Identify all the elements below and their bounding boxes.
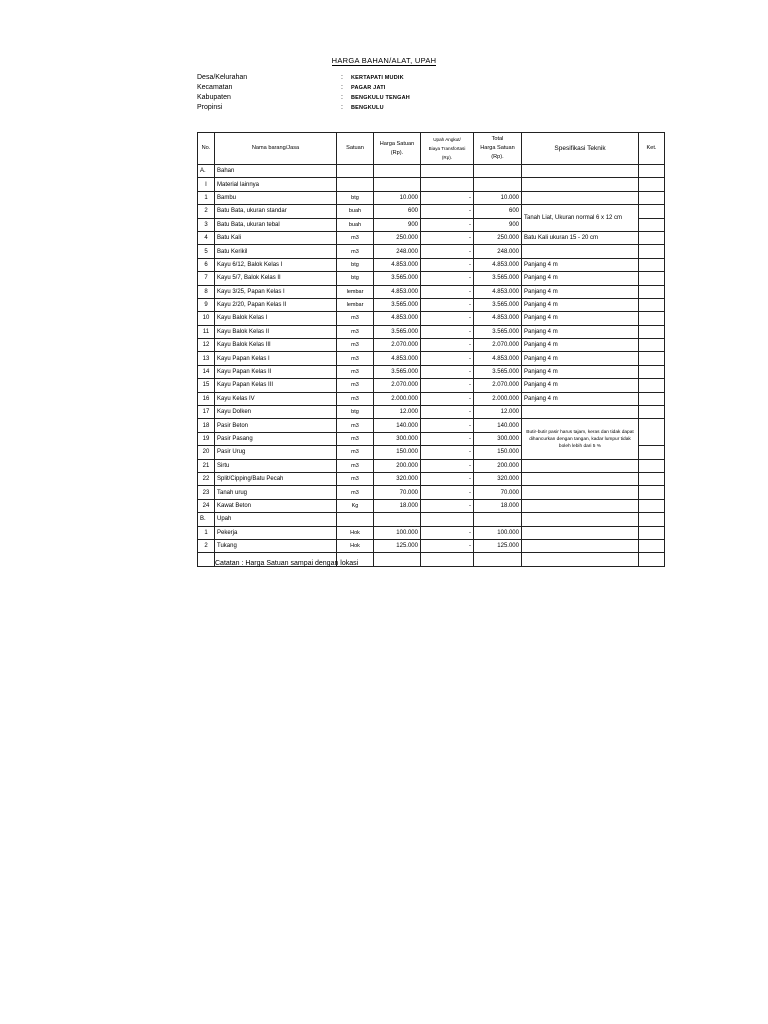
item-no: 1 [198,526,215,539]
item-harga: 600 [374,205,421,218]
item-harga: 70.000 [374,486,421,499]
item-total: 10.000 [474,191,522,204]
header-harga-line1: Harga Satuan [379,140,415,147]
item-total: 3.565.000 [474,365,522,378]
table-row [198,272,665,285]
header-ket: Ket. [639,133,665,165]
item-total: 200.000 [474,459,522,472]
table-row [198,472,665,485]
item-spec: Panjang 4 m [522,298,639,311]
item-harga: 248.000 [374,245,421,258]
table-row [198,499,665,512]
item-upah: - [421,472,474,485]
item-harga: 2.000.000 [374,392,421,405]
header-upah-line2: Biaya Transfortasi [428,146,466,151]
item-no: 20 [198,446,215,459]
item-spec [522,406,639,419]
table-row [198,339,665,352]
item-no: 5 [198,245,215,258]
item-satuan: buah [337,218,374,231]
header-upah-line1: Upah Angkut/ [433,137,461,142]
item-harga: 125.000 [374,539,421,552]
item-total: 900 [474,218,522,231]
item-spec: Tanah Liat, Ukuran normal 6 x 12 cm [522,205,639,232]
item-spec: Panjang 4 m [522,272,639,285]
item-upah: - [421,191,474,204]
header-name: Nama barang/Jasa [215,133,337,165]
item-name: Bambu [215,191,337,204]
table-row [198,459,665,472]
item-total: 140.000 [474,419,522,432]
item-total: 250.000 [474,231,522,244]
item-satuan: Kg [337,499,374,512]
header-no: No. [198,133,215,165]
item-upah: - [421,231,474,244]
item-ket [639,205,665,218]
header-satuan: Satuan [337,133,374,165]
item-ket [639,486,665,499]
item-upah: - [421,285,474,298]
item-total: 4.853.000 [474,312,522,325]
subsection-name: Material lainnya [215,178,337,191]
item-name: Kayu Papan Kelas I [215,352,337,365]
item-satuan: btg [337,191,374,204]
item-harga: 3.565.000 [374,365,421,378]
item-satuan: m3 [337,312,374,325]
item-spec [522,526,639,539]
item-name: Split/Cipping/Batu Pecah [215,472,337,485]
item-spec [522,539,639,552]
item-spec [522,486,639,499]
item-name: Kayu Balok Kelas II [215,325,337,338]
item-name: Kayu Kelas IV [215,392,337,405]
item-spec: Panjang 4 m [522,312,639,325]
header-harga [374,133,421,165]
item-upah: - [421,419,474,432]
item-satuan: m3 [337,231,374,244]
table-row [198,258,665,271]
item-satuan: m3 [337,365,374,378]
header-harga-line2: (Rp). [390,149,404,156]
item-upah: - [421,499,474,512]
location-info [197,73,410,113]
info-label: Kecamatan [197,84,233,91]
table-row [198,285,665,298]
section-row [198,165,665,178]
item-ket [639,272,665,285]
item-total: 100.000 [474,526,522,539]
item-spec [522,499,639,512]
item-harga: 12.000 [374,406,421,419]
item-upah: - [421,298,474,311]
item-upah: - [421,325,474,338]
item-name: Sirtu [215,459,337,472]
item-name: Kayu 2/20, Papan Kelas II [215,298,337,311]
item-harga: 140.000 [374,419,421,432]
section-name: Upah [215,513,337,526]
item-harga: 4.853.000 [374,285,421,298]
item-name: Batu Bata, ukuran tebal [215,218,337,231]
item-satuan: m3 [337,419,374,432]
item-name: Kayu 5/7, Balok Kelas II [215,272,337,285]
item-ket [639,459,665,472]
item-spec [522,472,639,485]
item-upah: - [421,406,474,419]
item-name: Kayu Balok Kelas III [215,339,337,352]
item-no: 10 [198,312,215,325]
item-total: 2.070.000 [474,339,522,352]
item-name: Kayu 3/25, Papan Kelas I [215,285,337,298]
item-ket [639,258,665,271]
footnote: Catatan : Harga Satuan sampai dengan lokasi [215,560,359,567]
item-ket [639,339,665,352]
info-colon: : [341,94,343,101]
table-row [198,526,665,539]
item-spec: Panjang 4 m [522,392,639,405]
item-total: 600 [474,205,522,218]
item-total: 248.000 [474,245,522,258]
table-row [198,312,665,325]
item-satuan: m3 [337,379,374,392]
item-harga: 2.070.000 [374,339,421,352]
info-colon: : [341,104,343,111]
item-ket [639,352,665,365]
table-row [198,191,665,204]
item-upah: - [421,392,474,405]
item-ket [639,298,665,311]
item-no: 2 [198,539,215,552]
item-name: Pasir Urug [215,446,337,459]
item-harga: 320.000 [374,472,421,485]
info-row [197,93,410,103]
item-total: 125.000 [474,539,522,552]
section-no: A. [198,165,215,178]
item-spec: Panjang 4 m [522,379,639,392]
item-name: Batu Kerikil [215,245,337,258]
item-upah: - [421,432,474,445]
item-no: 21 [198,459,215,472]
item-name: Kawat Beton [215,499,337,512]
header-total-line3: (Rp). [491,154,504,160]
item-no: 17 [198,406,215,419]
section-row [198,513,665,526]
item-satuan: m3 [337,446,374,459]
item-no: 2 [198,205,215,218]
item-no: 7 [198,272,215,285]
item-satuan: m3 [337,486,374,499]
item-no: 13 [198,352,215,365]
item-ket [639,406,665,419]
item-satuan: m3 [337,459,374,472]
item-harga: 4.853.000 [374,258,421,271]
item-satuan: buah [337,205,374,218]
item-spec [522,191,639,204]
item-satuan: m3 [337,472,374,485]
empty-cell [474,513,522,526]
item-name: Pasir Beton [215,419,337,432]
table-row [198,298,665,311]
item-no: 12 [198,339,215,352]
item-name: Batu Bata, ukuran standar [215,205,337,218]
item-upah: - [421,365,474,378]
item-upah: - [421,312,474,325]
header-total-line1: Total [491,136,504,142]
item-no: 4 [198,231,215,244]
table-row [198,205,665,218]
item-name: Batu Kali [215,231,337,244]
table-row [198,325,665,338]
item-total: 4.853.000 [474,352,522,365]
item-satuan: Hok [337,539,374,552]
item-satuan: m3 [337,245,374,258]
info-value: BENGKULU TENGAH [351,95,410,101]
item-ket [639,285,665,298]
empty-cell [198,553,215,566]
item-no: 14 [198,365,215,378]
table-row [198,245,665,258]
item-spec: Panjang 4 m [522,325,639,338]
item-total: 18.000 [474,499,522,512]
item-name: Tanah urug [215,486,337,499]
table-row [198,365,665,378]
info-label: Kabupaten [197,94,231,101]
item-upah: - [421,539,474,552]
table-row [198,231,665,244]
item-spec: Panjang 4 m [522,285,639,298]
item-satuan: m3 [337,392,374,405]
item-ket [639,392,665,405]
item-harga: 150.000 [374,446,421,459]
section-no: B. [198,513,215,526]
price-table [197,132,665,567]
table-row [198,539,665,552]
empty-cell [639,513,665,526]
item-upah: - [421,258,474,271]
empty-cell [639,553,665,566]
info-label: Propinsi [197,104,223,111]
item-satuan: btg [337,272,374,285]
item-no: 1 [198,191,215,204]
item-no: 23 [198,486,215,499]
item-satuan: m3 [337,432,374,445]
item-no: 9 [198,298,215,311]
item-total: 3.565.000 [474,325,522,338]
table-row [198,379,665,392]
subsection-no: I [198,178,215,191]
item-no: 16 [198,392,215,405]
item-total: 320.000 [474,472,522,485]
item-name: Kayu 6/12, Balok Kelas I [215,258,337,271]
item-ket [639,379,665,392]
item-total: 3.565.000 [474,272,522,285]
item-name: Pekerja [215,526,337,539]
item-upah: - [421,205,474,218]
item-spec: Panjang 4 m [522,352,639,365]
item-spec [522,459,639,472]
item-satuan: m3 [337,352,374,365]
item-satuan: lembar [337,285,374,298]
item-upah: - [421,486,474,499]
subsection-row [198,178,665,191]
item-harga: 4.853.000 [374,312,421,325]
item-ket [639,325,665,338]
item-satuan: btg [337,406,374,419]
item-upah: - [421,339,474,352]
info-row [197,73,410,83]
item-harga: 2.070.000 [374,379,421,392]
item-ket [639,419,665,446]
header-total [474,133,522,165]
item-ket [639,499,665,512]
item-harga: 100.000 [374,526,421,539]
item-upah: - [421,272,474,285]
item-ket [639,526,665,539]
item-total: 2.070.000 [474,379,522,392]
item-no: 22 [198,472,215,485]
item-spec [522,245,639,258]
item-ket [639,312,665,325]
item-total: 4.853.000 [474,258,522,271]
item-harga: 10.000 [374,191,421,204]
item-harga: 300.000 [374,432,421,445]
item-harga: 3.565.000 [374,325,421,338]
item-ket [639,191,665,204]
item-ket [639,539,665,552]
empty-cell [522,553,639,566]
header-upah-line3: (Rp). [441,155,453,160]
info-colon: : [341,84,343,91]
item-no: 11 [198,325,215,338]
item-no: 24 [198,499,215,512]
info-row [197,103,410,113]
item-harga: 900 [374,218,421,231]
empty-cell [522,513,639,526]
item-satuan: m3 [337,325,374,338]
item-spec: Batu Kali ukuran 15 - 20 cm [522,231,639,244]
item-upah: - [421,379,474,392]
item-spec: Panjang 4 m [522,365,639,378]
item-no: 18 [198,419,215,432]
header-total-line2: Harga Satuan [480,145,515,151]
item-name: Kayu Papan Kelas III [215,379,337,392]
item-name: Kayu Dolken [215,406,337,419]
item-no: 6 [198,258,215,271]
item-upah: - [421,459,474,472]
item-harga: 200.000 [374,459,421,472]
item-satuan: btg [337,258,374,271]
section-name: Bahan [215,165,337,178]
item-ket [639,446,665,459]
info-value: KERTAPATI MUDIK [351,75,404,81]
info-value: BENGKULU [351,105,384,111]
item-total: 4.853.000 [474,285,522,298]
empty-cell [374,553,421,566]
item-harga: 4.853.000 [374,352,421,365]
item-name: Pasir Pasang [215,432,337,445]
empty-cell [474,553,522,566]
item-total: 70.000 [474,486,522,499]
table-row [198,352,665,365]
table-header-row [198,133,665,165]
header-spec: Spesifikasi Teknik [522,133,639,165]
empty-cell [337,513,374,526]
item-total: 2.000.000 [474,392,522,405]
item-upah: - [421,245,474,258]
item-total: 150.000 [474,446,522,459]
item-total: 3.565.000 [474,298,522,311]
item-total: 12.000 [474,406,522,419]
item-satuan: lembar [337,298,374,311]
table-row [198,419,665,432]
item-no: 15 [198,379,215,392]
item-harga: 250.000 [374,231,421,244]
table-row [198,486,665,499]
item-spec: Panjang 4 m [522,339,639,352]
info-value: PAGAR JATI [351,85,386,91]
item-name: Kayu Papan Kelas II [215,365,337,378]
item-spec: Butir-butir pasir harus tajam, keras dan tidak dapat dihancurkan dengan tangan, kadar lumpur tidak boleh lebih dari 5 % [522,419,639,459]
item-ket [639,472,665,485]
table-row [198,392,665,405]
table-row [198,406,665,419]
item-ket [639,218,665,231]
item-upah: - [421,446,474,459]
item-harga: 3.565.000 [374,298,421,311]
item-satuan: m3 [337,339,374,352]
item-name: Tukang [215,539,337,552]
item-upah: - [421,352,474,365]
item-name: Kayu Balok Kelas I [215,312,337,325]
info-label: Desa/Kelurahan [197,74,248,81]
item-satuan: Hok [337,526,374,539]
item-no: 19 [198,432,215,445]
item-spec: Panjang 4 m [522,258,639,271]
empty-cell [421,513,474,526]
item-harga: 18.000 [374,499,421,512]
item-ket [639,245,665,258]
item-upah: - [421,218,474,231]
item-ket [639,231,665,244]
info-row [197,83,410,93]
item-harga: 3.565.000 [374,272,421,285]
empty-cell [421,553,474,566]
item-no: 3 [198,218,215,231]
item-upah: - [421,526,474,539]
item-no: 8 [198,285,215,298]
document-title: HARGA BAHAN/ALAT, UPAH [331,56,437,65]
header-upah [421,133,474,165]
item-ket [639,365,665,378]
info-colon: : [341,74,343,81]
empty-cell [374,513,421,526]
item-total: 300.000 [474,432,522,445]
